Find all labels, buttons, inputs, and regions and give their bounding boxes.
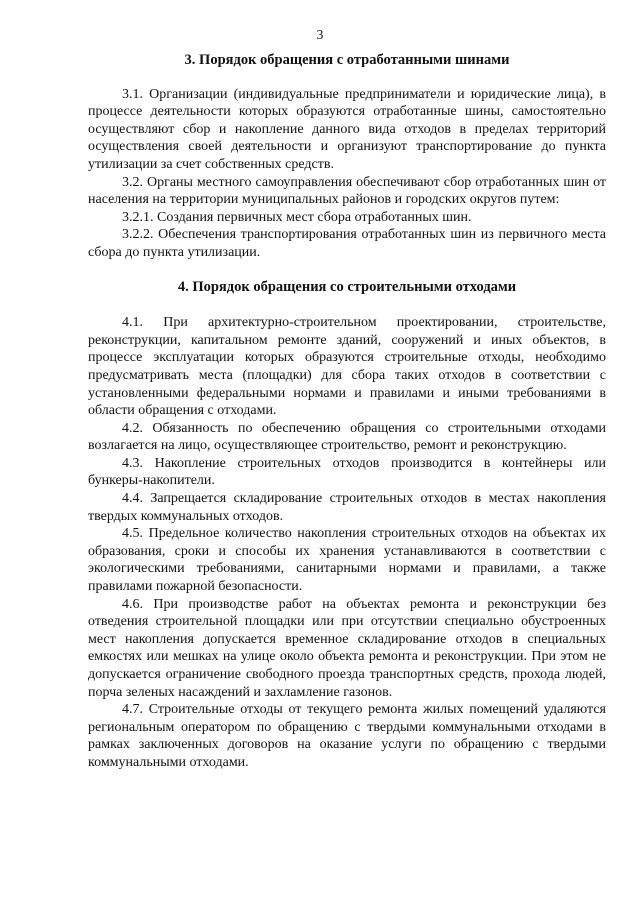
paragraph-4-3: 4.3. Накопление строительных отходов производится в контейнеры или бункеры-накопители. <box>88 455 606 489</box>
paragraph-4-2: 4.2. Обязанность по обеспечению обращения со строительными отходами возлагается на лицо, осуществляющее строительство, ремонт и реконструкцию. <box>88 420 606 454</box>
paragraph-3-2-2: 3.2.2. Обеспечения транспортирования отработанных шин из первичного места сбора до пункта утилизации. <box>88 227 606 260</box>
paragraph-3-1: 3.1. Организации (индивидуальные предприниматели и юридические лица), в процессе деятельности которых образуются отработанные шины, самостоятельно осуществляют сбор и накопление данного вида отходов в пределах территорий осуществления своей деятельности и организуют транспортирование до пункта утилизации за счет собственных средств. <box>88 86 606 172</box>
paragraph-4-1: 4.1. При архитектурно-строительном проектировании, строительстве, реконструкции, капитальном ремонте зданий, сооружений и иных объектов, в процессе эксплуатации которых образуются строительные отходы, необходимо предусматривать места (площадки) для сбора таких отходов в соответствии с установленными федеральными нормами и правилами и иными требованиями в области обращения с отходами. <box>88 315 606 419</box>
section-3-heading: 3. Порядок обращения с отработанными шинами <box>184 52 510 68</box>
paragraph-3-2: 3.2. Органы местного самоуправления обеспечивают сбор отработанных шин от населения на территории муниципальных районов и городских округов путем: <box>88 174 606 208</box>
section-4-heading: 4. Порядок обращения со строительными отходами <box>177 278 517 295</box>
paragraph-4-7: 4.7. Строительные отходы от текущего ремонта жилых помещений удаляются региональным оператором по обращению с твердыми коммунальными отходами в рамках заключенных договоров на оказание услуги по обращению с твердыми коммунальными отходами. <box>88 702 606 770</box>
paragraph-4-5: 4.5. Предельное количество накопления строительных отходов на объектах их образования, сроки и способы их хранения устанавливаются в соответствии с экологическими требованиями, санитарными нормами и правилами, а также правилами пожарной безопасности. <box>88 526 606 595</box>
paragraph-4-4: 4.4. Запрещается складирование строительных отходов в местах накопления твердых коммунальных отходов. <box>88 491 606 524</box>
paragraph-3-2-1: 3.2.1. Создания первичных мест сбора отработанных шин. <box>122 209 472 225</box>
page-number: 3 <box>316 27 324 42</box>
document-body <box>88 52 606 772</box>
paragraph-4-6: 4.6. При производстве работ на объектах ремонта и реконструкции без отведения строительной площадки или при отсутствии специально обустроенных мест накопления допускается временное складирование отходов в специальных емкостях или мешках на улице около объекта ремонта и реконструкции. При этом не допускается ограничение свободного проезда транспортных средств, прохода людей, порча зеленых насаждений и захламление газонов. <box>88 596 606 700</box>
